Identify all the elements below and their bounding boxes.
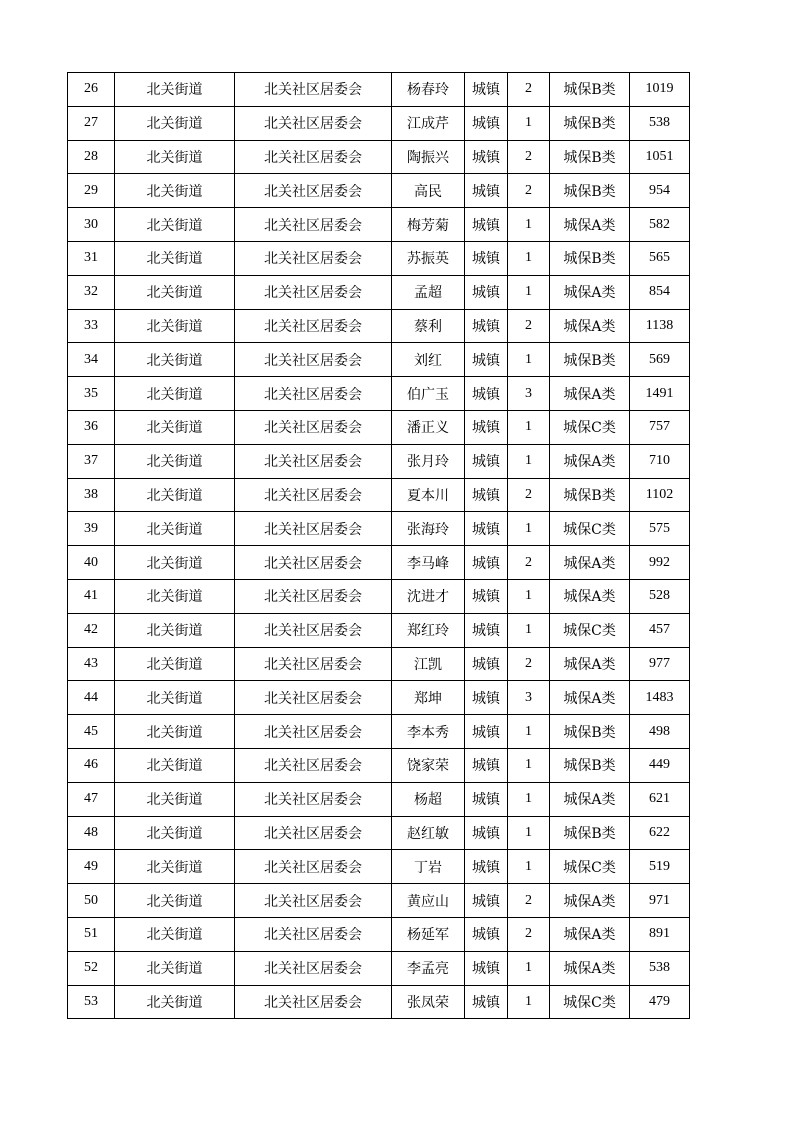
household-count-cell: 1 bbox=[508, 208, 550, 242]
category-cell: 城保B类 bbox=[550, 73, 630, 107]
row-number-cell: 52 bbox=[68, 951, 115, 985]
street-cell: 北关街道 bbox=[115, 174, 235, 208]
area-type-cell: 城镇 bbox=[465, 106, 508, 140]
area-type-cell: 城镇 bbox=[465, 782, 508, 816]
community-cell: 北关社区居委会 bbox=[235, 73, 392, 107]
name-cell: 陶振兴 bbox=[392, 140, 465, 174]
category-cell: 城保C类 bbox=[550, 512, 630, 546]
name-cell: 张凤荣 bbox=[392, 985, 465, 1019]
row-number-cell: 29 bbox=[68, 174, 115, 208]
table-row bbox=[68, 309, 690, 343]
household-count-cell: 1 bbox=[508, 985, 550, 1019]
name-cell: 饶家荣 bbox=[392, 748, 465, 782]
category-cell: 城保A类 bbox=[550, 884, 630, 918]
area-type-cell: 城镇 bbox=[465, 884, 508, 918]
amount-cell: 854 bbox=[630, 275, 690, 309]
table-row bbox=[68, 478, 690, 512]
community-cell: 北关社区居委会 bbox=[235, 647, 392, 681]
category-cell: 城保B类 bbox=[550, 816, 630, 850]
category-cell: 城保B类 bbox=[550, 748, 630, 782]
row-number-cell: 31 bbox=[68, 241, 115, 275]
household-count-cell: 1 bbox=[508, 613, 550, 647]
table-row bbox=[68, 715, 690, 749]
table-row bbox=[68, 782, 690, 816]
table-row bbox=[68, 546, 690, 580]
name-cell: 蔡利 bbox=[392, 309, 465, 343]
table-row bbox=[68, 613, 690, 647]
household-count-cell: 1 bbox=[508, 410, 550, 444]
name-cell: 郑坤 bbox=[392, 681, 465, 715]
row-number-cell: 45 bbox=[68, 715, 115, 749]
amount-cell: 710 bbox=[630, 444, 690, 478]
street-cell: 北关街道 bbox=[115, 816, 235, 850]
row-number-cell: 41 bbox=[68, 579, 115, 613]
category-cell: 城保A类 bbox=[550, 309, 630, 343]
name-cell: 沈进才 bbox=[392, 579, 465, 613]
row-number-cell: 27 bbox=[68, 106, 115, 140]
community-cell: 北关社区居委会 bbox=[235, 241, 392, 275]
amount-cell: 622 bbox=[630, 816, 690, 850]
street-cell: 北关街道 bbox=[115, 275, 235, 309]
household-count-cell: 1 bbox=[508, 782, 550, 816]
community-cell: 北关社区居委会 bbox=[235, 106, 392, 140]
table-row bbox=[68, 140, 690, 174]
household-count-cell: 1 bbox=[508, 715, 550, 749]
name-cell: 苏振英 bbox=[392, 241, 465, 275]
household-count-cell: 2 bbox=[508, 174, 550, 208]
amount-cell: 449 bbox=[630, 748, 690, 782]
category-cell: 城保C类 bbox=[550, 985, 630, 1019]
name-cell: 孟超 bbox=[392, 275, 465, 309]
table-row bbox=[68, 884, 690, 918]
area-type-cell: 城镇 bbox=[465, 377, 508, 411]
amount-cell: 1102 bbox=[630, 478, 690, 512]
name-cell: 杨延军 bbox=[392, 917, 465, 951]
area-type-cell: 城镇 bbox=[465, 816, 508, 850]
name-cell: 江成芹 bbox=[392, 106, 465, 140]
amount-cell: 575 bbox=[630, 512, 690, 546]
category-cell: 城保B类 bbox=[550, 343, 630, 377]
household-count-cell: 1 bbox=[508, 343, 550, 377]
street-cell: 北关街道 bbox=[115, 377, 235, 411]
street-cell: 北关街道 bbox=[115, 951, 235, 985]
household-count-cell: 2 bbox=[508, 917, 550, 951]
community-cell: 北关社区居委会 bbox=[235, 613, 392, 647]
community-cell: 北关社区居委会 bbox=[235, 985, 392, 1019]
category-cell: 城保C类 bbox=[550, 410, 630, 444]
amount-cell: 971 bbox=[630, 884, 690, 918]
beneficiary-table bbox=[67, 72, 690, 1019]
category-cell: 城保A类 bbox=[550, 208, 630, 242]
category-cell: 城保B类 bbox=[550, 241, 630, 275]
name-cell: 刘红 bbox=[392, 343, 465, 377]
name-cell: 李马峰 bbox=[392, 546, 465, 580]
amount-cell: 538 bbox=[630, 951, 690, 985]
area-type-cell: 城镇 bbox=[465, 647, 508, 681]
street-cell: 北关街道 bbox=[115, 681, 235, 715]
amount-cell: 569 bbox=[630, 343, 690, 377]
category-cell: 城保A类 bbox=[550, 546, 630, 580]
table-row bbox=[68, 579, 690, 613]
row-number-cell: 37 bbox=[68, 444, 115, 478]
category-cell: 城保B类 bbox=[550, 715, 630, 749]
street-cell: 北关街道 bbox=[115, 782, 235, 816]
row-number-cell: 28 bbox=[68, 140, 115, 174]
community-cell: 北关社区居委会 bbox=[235, 478, 392, 512]
community-cell: 北关社区居委会 bbox=[235, 748, 392, 782]
household-count-cell: 1 bbox=[508, 275, 550, 309]
row-number-cell: 48 bbox=[68, 816, 115, 850]
household-count-cell: 2 bbox=[508, 309, 550, 343]
table-row bbox=[68, 106, 690, 140]
household-count-cell: 2 bbox=[508, 478, 550, 512]
name-cell: 黄应山 bbox=[392, 884, 465, 918]
area-type-cell: 城镇 bbox=[465, 478, 508, 512]
amount-cell: 498 bbox=[630, 715, 690, 749]
row-number-cell: 49 bbox=[68, 850, 115, 884]
amount-cell: 1491 bbox=[630, 377, 690, 411]
amount-cell: 565 bbox=[630, 241, 690, 275]
street-cell: 北关街道 bbox=[115, 884, 235, 918]
table-body bbox=[68, 73, 690, 1019]
street-cell: 北关街道 bbox=[115, 309, 235, 343]
category-cell: 城保A类 bbox=[550, 681, 630, 715]
area-type-cell: 城镇 bbox=[465, 917, 508, 951]
household-count-cell: 1 bbox=[508, 951, 550, 985]
category-cell: 城保A类 bbox=[550, 647, 630, 681]
name-cell: 夏本川 bbox=[392, 478, 465, 512]
area-type-cell: 城镇 bbox=[465, 275, 508, 309]
street-cell: 北关街道 bbox=[115, 106, 235, 140]
category-cell: 城保A类 bbox=[550, 377, 630, 411]
name-cell: 李孟亮 bbox=[392, 951, 465, 985]
table-row bbox=[68, 917, 690, 951]
street-cell: 北关街道 bbox=[115, 715, 235, 749]
table-row bbox=[68, 343, 690, 377]
area-type-cell: 城镇 bbox=[465, 174, 508, 208]
row-number-cell: 32 bbox=[68, 275, 115, 309]
amount-cell: 992 bbox=[630, 546, 690, 580]
community-cell: 北关社区居委会 bbox=[235, 715, 392, 749]
row-number-cell: 39 bbox=[68, 512, 115, 546]
name-cell: 李本秀 bbox=[392, 715, 465, 749]
category-cell: 城保B类 bbox=[550, 174, 630, 208]
area-type-cell: 城镇 bbox=[465, 985, 508, 1019]
household-count-cell: 1 bbox=[508, 748, 550, 782]
row-number-cell: 33 bbox=[68, 309, 115, 343]
row-number-cell: 47 bbox=[68, 782, 115, 816]
amount-cell: 1138 bbox=[630, 309, 690, 343]
row-number-cell: 40 bbox=[68, 546, 115, 580]
category-cell: 城保C类 bbox=[550, 850, 630, 884]
table-row bbox=[68, 410, 690, 444]
street-cell: 北关街道 bbox=[115, 140, 235, 174]
community-cell: 北关社区居委会 bbox=[235, 208, 392, 242]
table-row bbox=[68, 748, 690, 782]
household-count-cell: 1 bbox=[508, 106, 550, 140]
street-cell: 北关街道 bbox=[115, 647, 235, 681]
street-cell: 北关街道 bbox=[115, 579, 235, 613]
category-cell: 城保C类 bbox=[550, 613, 630, 647]
street-cell: 北关街道 bbox=[115, 546, 235, 580]
name-cell: 郑红玲 bbox=[392, 613, 465, 647]
area-type-cell: 城镇 bbox=[465, 681, 508, 715]
table-row bbox=[68, 241, 690, 275]
amount-cell: 538 bbox=[630, 106, 690, 140]
street-cell: 北关街道 bbox=[115, 748, 235, 782]
table-row bbox=[68, 444, 690, 478]
area-type-cell: 城镇 bbox=[465, 715, 508, 749]
table-row bbox=[68, 647, 690, 681]
community-cell: 北关社区居委会 bbox=[235, 816, 392, 850]
household-count-cell: 2 bbox=[508, 884, 550, 918]
name-cell: 杨超 bbox=[392, 782, 465, 816]
area-type-cell: 城镇 bbox=[465, 579, 508, 613]
street-cell: 北关街道 bbox=[115, 985, 235, 1019]
table-row bbox=[68, 208, 690, 242]
street-cell: 北关街道 bbox=[115, 917, 235, 951]
community-cell: 北关社区居委会 bbox=[235, 917, 392, 951]
category-cell: 城保B类 bbox=[550, 140, 630, 174]
area-type-cell: 城镇 bbox=[465, 512, 508, 546]
row-number-cell: 34 bbox=[68, 343, 115, 377]
table-row bbox=[68, 73, 690, 107]
area-type-cell: 城镇 bbox=[465, 850, 508, 884]
amount-cell: 1051 bbox=[630, 140, 690, 174]
table-row bbox=[68, 681, 690, 715]
area-type-cell: 城镇 bbox=[465, 748, 508, 782]
area-type-cell: 城镇 bbox=[465, 546, 508, 580]
household-count-cell: 1 bbox=[508, 850, 550, 884]
row-number-cell: 43 bbox=[68, 647, 115, 681]
name-cell: 丁岩 bbox=[392, 850, 465, 884]
amount-cell: 519 bbox=[630, 850, 690, 884]
street-cell: 北关街道 bbox=[115, 850, 235, 884]
category-cell: 城保A类 bbox=[550, 444, 630, 478]
row-number-cell: 53 bbox=[68, 985, 115, 1019]
community-cell: 北关社区居委会 bbox=[235, 174, 392, 208]
street-cell: 北关街道 bbox=[115, 410, 235, 444]
amount-cell: 479 bbox=[630, 985, 690, 1019]
row-number-cell: 30 bbox=[68, 208, 115, 242]
area-type-cell: 城镇 bbox=[465, 241, 508, 275]
area-type-cell: 城镇 bbox=[465, 444, 508, 478]
area-type-cell: 城镇 bbox=[465, 343, 508, 377]
household-count-cell: 3 bbox=[508, 377, 550, 411]
row-number-cell: 51 bbox=[68, 917, 115, 951]
household-count-cell: 2 bbox=[508, 647, 550, 681]
street-cell: 北关街道 bbox=[115, 444, 235, 478]
row-number-cell: 36 bbox=[68, 410, 115, 444]
street-cell: 北关街道 bbox=[115, 613, 235, 647]
community-cell: 北关社区居委会 bbox=[235, 309, 392, 343]
row-number-cell: 42 bbox=[68, 613, 115, 647]
area-type-cell: 城镇 bbox=[465, 73, 508, 107]
amount-cell: 528 bbox=[630, 579, 690, 613]
amount-cell: 891 bbox=[630, 917, 690, 951]
community-cell: 北关社区居委会 bbox=[235, 410, 392, 444]
amount-cell: 1019 bbox=[630, 73, 690, 107]
amount-cell: 582 bbox=[630, 208, 690, 242]
household-count-cell: 2 bbox=[508, 73, 550, 107]
street-cell: 北关街道 bbox=[115, 208, 235, 242]
area-type-cell: 城镇 bbox=[465, 410, 508, 444]
amount-cell: 621 bbox=[630, 782, 690, 816]
category-cell: 城保A类 bbox=[550, 917, 630, 951]
community-cell: 北关社区居委会 bbox=[235, 343, 392, 377]
table-row bbox=[68, 850, 690, 884]
name-cell: 伯广玉 bbox=[392, 377, 465, 411]
community-cell: 北关社区居委会 bbox=[235, 512, 392, 546]
table-row bbox=[68, 174, 690, 208]
row-number-cell: 50 bbox=[68, 884, 115, 918]
area-type-cell: 城镇 bbox=[465, 613, 508, 647]
community-cell: 北关社区居委会 bbox=[235, 782, 392, 816]
household-count-cell: 1 bbox=[508, 816, 550, 850]
community-cell: 北关社区居委会 bbox=[235, 850, 392, 884]
household-count-cell: 1 bbox=[508, 444, 550, 478]
table-row bbox=[68, 816, 690, 850]
amount-cell: 757 bbox=[630, 410, 690, 444]
community-cell: 北关社区居委会 bbox=[235, 444, 392, 478]
name-cell: 张月玲 bbox=[392, 444, 465, 478]
street-cell: 北关街道 bbox=[115, 478, 235, 512]
street-cell: 北关街道 bbox=[115, 241, 235, 275]
category-cell: 城保B类 bbox=[550, 478, 630, 512]
area-type-cell: 城镇 bbox=[465, 951, 508, 985]
community-cell: 北关社区居委会 bbox=[235, 275, 392, 309]
name-cell: 高民 bbox=[392, 174, 465, 208]
household-count-cell: 1 bbox=[508, 512, 550, 546]
area-type-cell: 城镇 bbox=[465, 309, 508, 343]
category-cell: 城保B类 bbox=[550, 106, 630, 140]
row-number-cell: 38 bbox=[68, 478, 115, 512]
community-cell: 北关社区居委会 bbox=[235, 884, 392, 918]
amount-cell: 977 bbox=[630, 647, 690, 681]
category-cell: 城保A类 bbox=[550, 951, 630, 985]
name-cell: 杨春玲 bbox=[392, 73, 465, 107]
street-cell: 北关街道 bbox=[115, 73, 235, 107]
community-cell: 北关社区居委会 bbox=[235, 951, 392, 985]
household-count-cell: 1 bbox=[508, 579, 550, 613]
street-cell: 北关街道 bbox=[115, 512, 235, 546]
table-row bbox=[68, 951, 690, 985]
row-number-cell: 46 bbox=[68, 748, 115, 782]
name-cell: 张海玲 bbox=[392, 512, 465, 546]
row-number-cell: 44 bbox=[68, 681, 115, 715]
community-cell: 北关社区居委会 bbox=[235, 681, 392, 715]
household-count-cell: 1 bbox=[508, 241, 550, 275]
name-cell: 赵红敏 bbox=[392, 816, 465, 850]
table-row bbox=[68, 275, 690, 309]
amount-cell: 457 bbox=[630, 613, 690, 647]
table-row bbox=[68, 512, 690, 546]
household-count-cell: 2 bbox=[508, 546, 550, 580]
name-cell: 潘正义 bbox=[392, 410, 465, 444]
street-cell: 北关街道 bbox=[115, 343, 235, 377]
row-number-cell: 35 bbox=[68, 377, 115, 411]
amount-cell: 954 bbox=[630, 174, 690, 208]
community-cell: 北关社区居委会 bbox=[235, 140, 392, 174]
name-cell: 江凯 bbox=[392, 647, 465, 681]
amount-cell: 1483 bbox=[630, 681, 690, 715]
name-cell: 梅芳菊 bbox=[392, 208, 465, 242]
community-cell: 北关社区居委会 bbox=[235, 579, 392, 613]
category-cell: 城保A类 bbox=[550, 275, 630, 309]
community-cell: 北关社区居委会 bbox=[235, 377, 392, 411]
area-type-cell: 城镇 bbox=[465, 208, 508, 242]
table-row bbox=[68, 985, 690, 1019]
household-count-cell: 2 bbox=[508, 140, 550, 174]
category-cell: 城保A类 bbox=[550, 782, 630, 816]
household-count-cell: 3 bbox=[508, 681, 550, 715]
area-type-cell: 城镇 bbox=[465, 140, 508, 174]
community-cell: 北关社区居委会 bbox=[235, 546, 392, 580]
row-number-cell: 26 bbox=[68, 73, 115, 107]
category-cell: 城保A类 bbox=[550, 579, 630, 613]
table-row bbox=[68, 377, 690, 411]
